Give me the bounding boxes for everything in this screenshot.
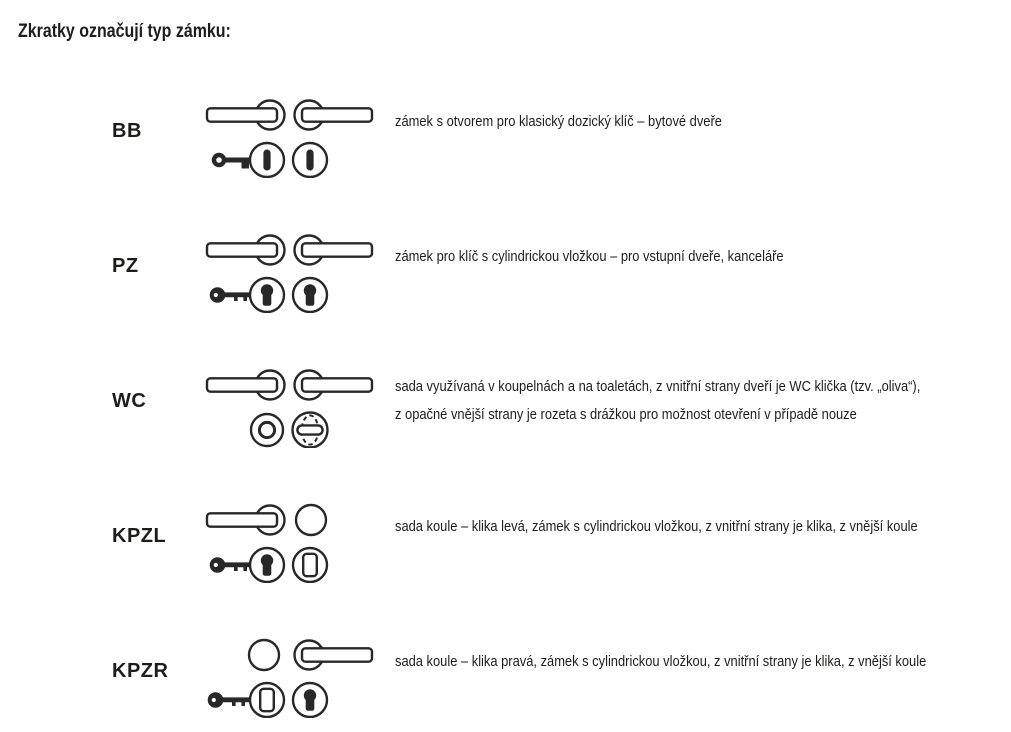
- pz-cylinder-rosette-icon: [293, 683, 327, 717]
- description-line: zámek s otvorem pro klasický dozický klíč – bytové dveře: [395, 113, 722, 130]
- lock-code-label: BB: [112, 120, 142, 142]
- description-line: zámek pro klíč s cylindrickou vložkou – pro vstupní dveře, kanceláře: [395, 248, 784, 265]
- cylinder-key-icon: [208, 692, 249, 708]
- cylinder-key-icon: [210, 557, 251, 573]
- classic-bit-key-icon: [214, 155, 249, 169]
- door-knob-icon: [296, 505, 326, 535]
- pz-cylinder-rosette-icon: [250, 548, 284, 582]
- lock-type-row-pz: [0, 233, 1011, 313]
- lock-type-row-wc: [0, 368, 1011, 448]
- page-title: Zkratky označují typ zámku:: [18, 21, 231, 42]
- bb-keyhole-rosette-icon: [293, 143, 327, 177]
- lock-type-row-kpzr: [0, 638, 1011, 718]
- bb-keyhole-rosette-icon: [250, 143, 284, 177]
- door-lever-right-icon: [295, 101, 373, 130]
- pz-cylinder-rosette-icon: [293, 278, 327, 312]
- door-lever-left-icon: [207, 506, 285, 535]
- description-line: sada koule – klika pravá, zámek s cylindrickou vložkou, z vnitřní strany je klika, z vnější koule: [395, 653, 927, 670]
- door-lever-left-icon: [207, 371, 285, 400]
- lock-description: [395, 517, 918, 537]
- lock-description: [395, 112, 722, 132]
- cylinder-key-icon: [210, 287, 251, 303]
- lock-description: [395, 373, 920, 429]
- door-lever-right-icon: [295, 236, 373, 265]
- lock-hardware-diagram-bb: [205, 98, 375, 178]
- lock-code-label: KPZL: [112, 525, 167, 547]
- lock-hardware-diagram-kpzl: [205, 503, 375, 583]
- description-line: sada využívaná v koupelnách a na toaletách, z vnitřní strany dveří je WC klička (tzv. „oliva“),: [395, 378, 921, 395]
- door-lever-left-icon: [207, 101, 285, 130]
- lock-code-label: PZ: [112, 255, 139, 277]
- wc-oliva-turn-rosette-icon: [293, 413, 328, 448]
- lock-code-label: WC: [112, 390, 147, 412]
- door-knob-icon: [249, 640, 279, 670]
- lock-type-row-bb: [0, 98, 1011, 178]
- door-lever-right-icon: [295, 371, 373, 400]
- lock-description: [395, 247, 784, 267]
- lock-code-label: KPZR: [112, 660, 169, 682]
- lock-description: [395, 652, 926, 672]
- lock-type-row-kpzl: [0, 503, 1011, 583]
- description-line: z opačné vnější strany je rozeta s drážkou pro možnost otevření v případě nouze: [395, 406, 857, 423]
- wc-emergency-rosette-icon: [251, 414, 283, 446]
- pz-cylinder-rosette-icon: [250, 278, 284, 312]
- description-line: sada koule – klika levá, zámek s cylindrickou vložkou, z vnitřní strany je klika, z vnější koule: [395, 518, 918, 535]
- blind-rosette-icon: [293, 548, 327, 582]
- door-lever-right-icon: [295, 641, 373, 670]
- lock-hardware-diagram-wc: [205, 368, 375, 448]
- blind-rosette-icon: [250, 683, 284, 717]
- door-lever-left-icon: [207, 236, 285, 265]
- lock-hardware-diagram-pz: [205, 233, 375, 313]
- lock-hardware-diagram-kpzr: [205, 638, 375, 718]
